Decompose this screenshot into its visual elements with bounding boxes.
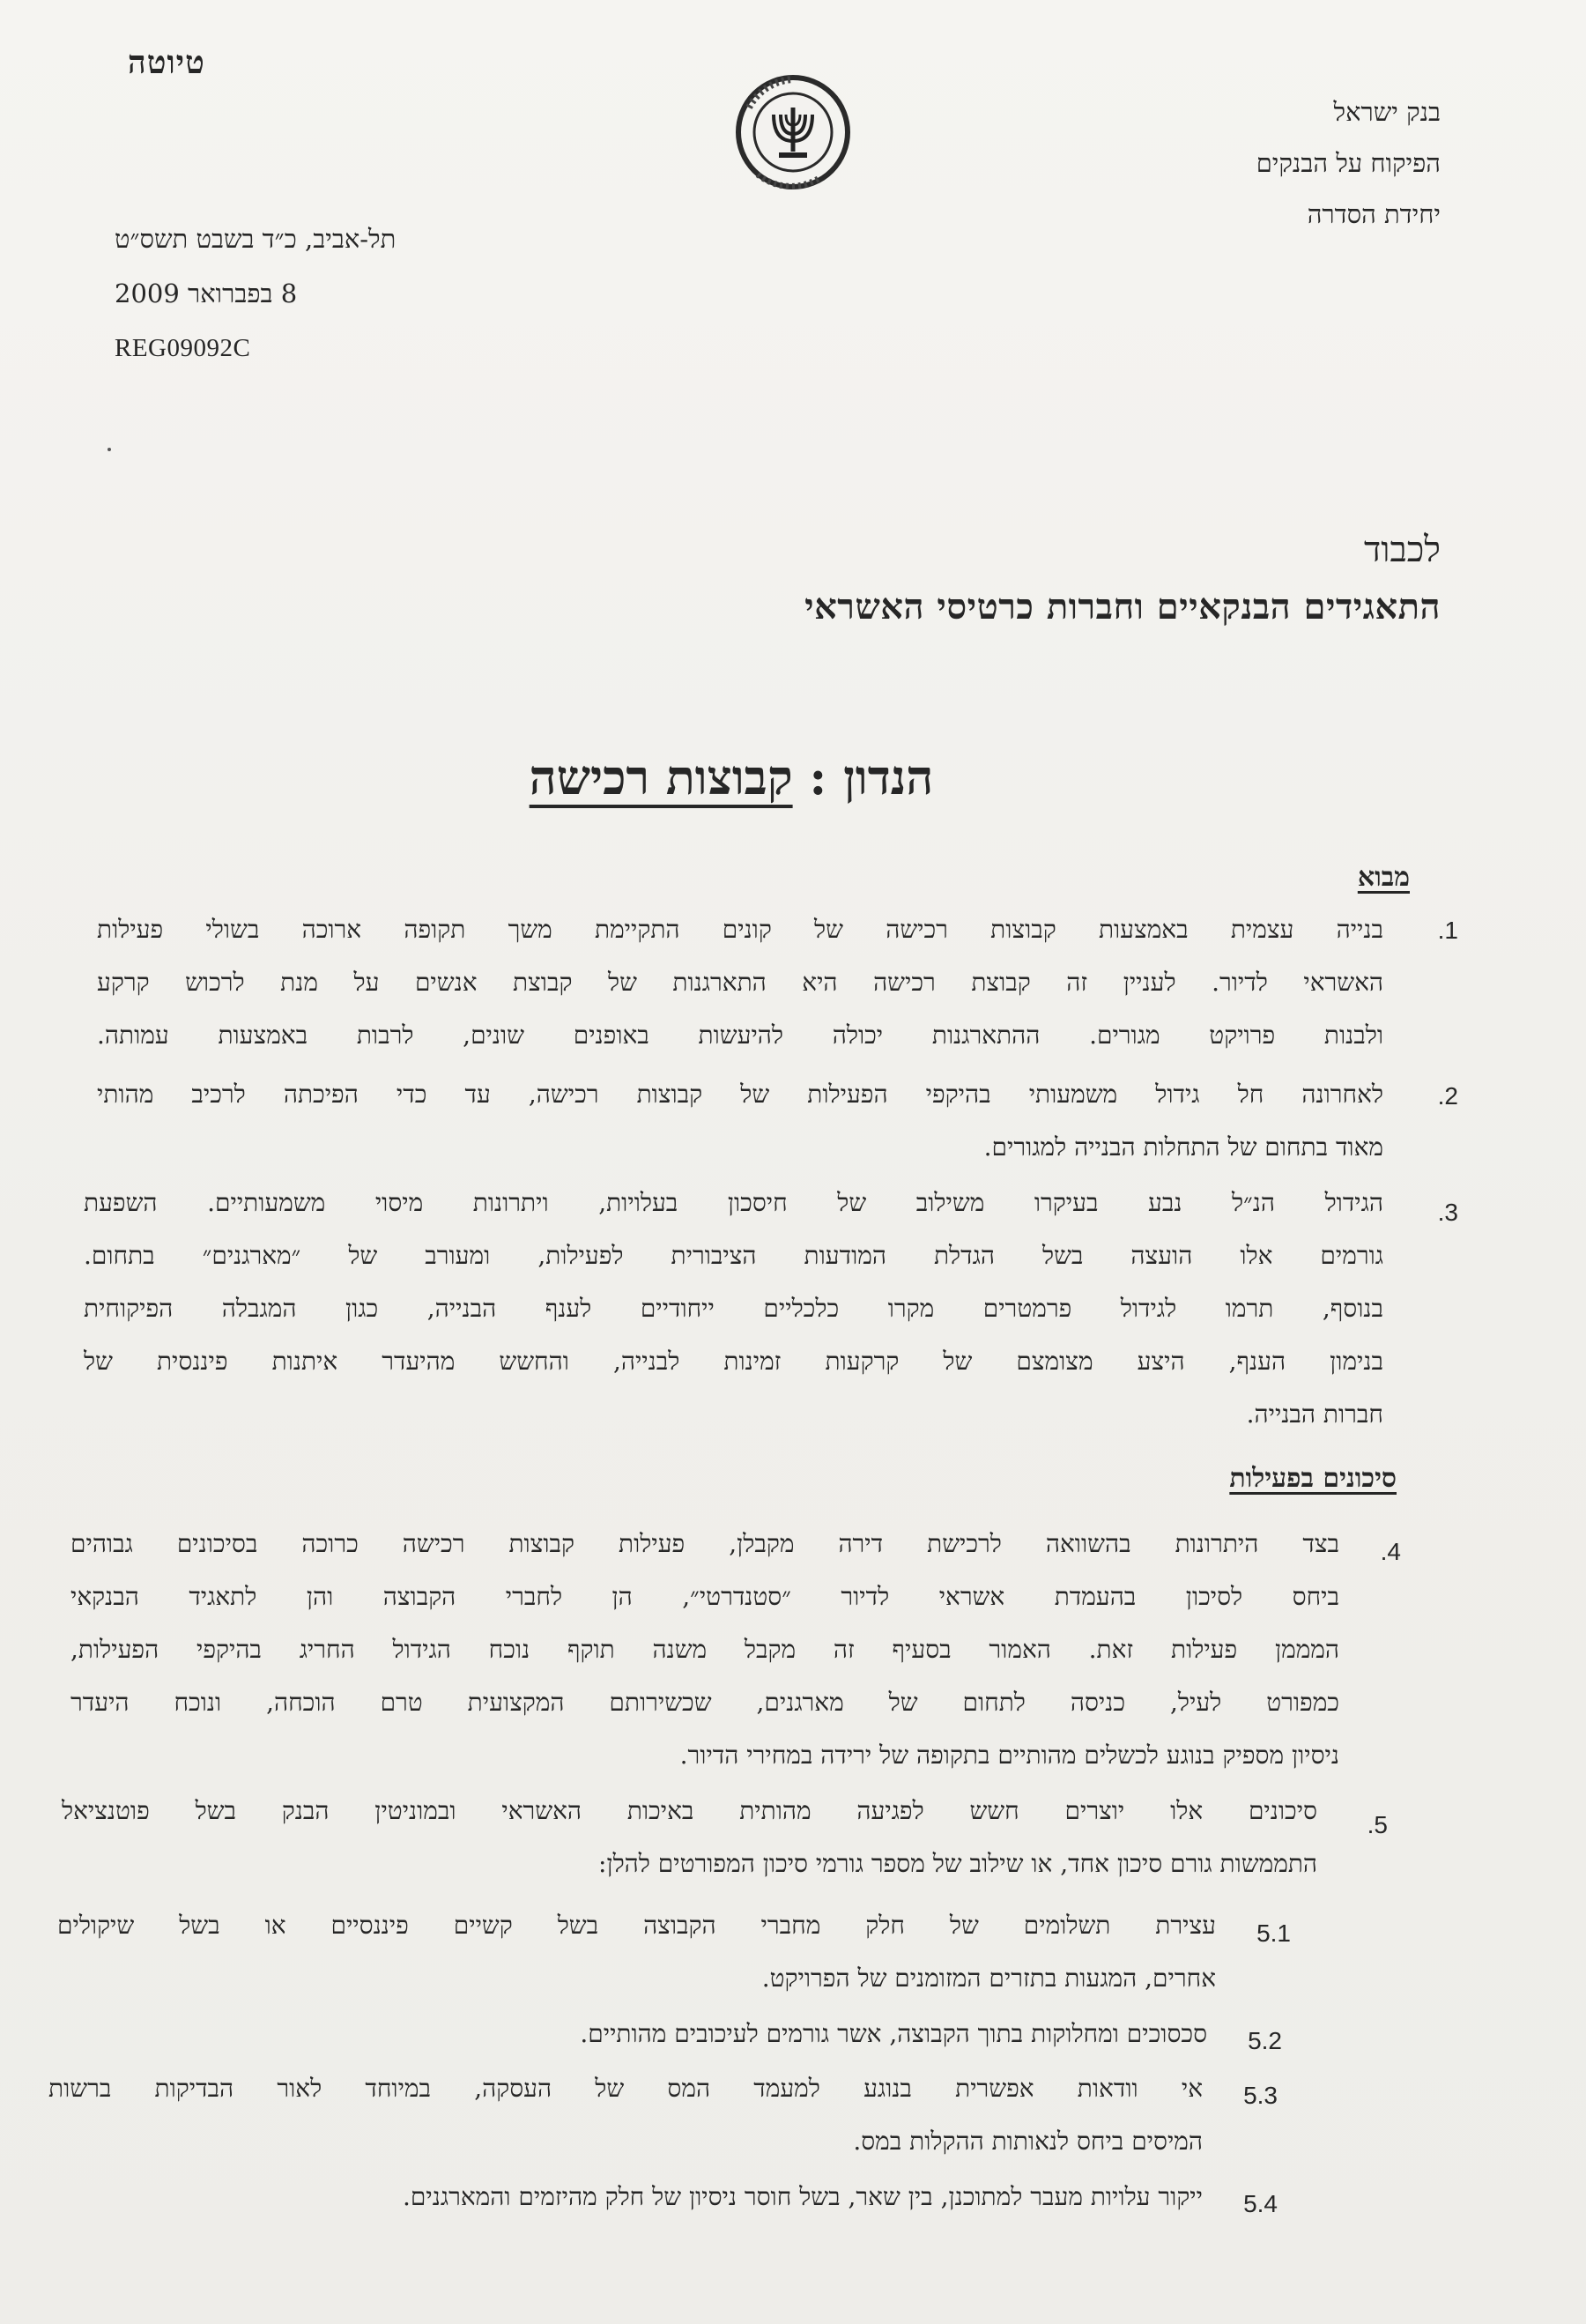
- reference-number: REG09092C: [115, 334, 251, 362]
- paragraph-line: בנייה עצמית באמצעות קבוצות רכישה של קונים התקיימת משך תקופה ארוכה בשולי פעילות: [97, 915, 1383, 944]
- paragraph-number: .3: [1437, 1199, 1458, 1226]
- subject-label: הנדון :: [809, 749, 934, 806]
- paragraph-line: בנימון הענף, היצע מצומצם של קרקעות זמינות לבנייה, והחשש מהיעדר איתנות פיננסית של: [84, 1347, 1383, 1376]
- sender-unit: יחידת הסדרה: [1307, 199, 1441, 229]
- paragraph-line: ייקור עלויות מעבר למתוכנן, בין שאר, בשל חוסר ניסיון של חלק מהיזמים והמארגנים.: [403, 2182, 1203, 2211]
- draft-label: טיוטה: [128, 44, 205, 81]
- paragraph-2: [97, 1068, 1383, 1174]
- paragraph-line: אחרים, המגעות בתזרים המזומנים של הפרויקט.: [761, 1964, 1216, 1993]
- addressee-line: התאגידים הבנקאיים וחברות כרטיסי האשראי: [804, 586, 1441, 627]
- paragraph-line: סכסוכים ומחלוקות בתוך הקבוצה, אשר גורמים לעיכובים מהותיים.: [580, 2019, 1207, 2048]
- gregorian-date: 8 בפברואר 2009: [115, 278, 298, 308]
- subparagraph-5-1: [57, 1899, 1216, 2005]
- date-block: [115, 212, 396, 375]
- paragraph-number: .2: [1437, 1082, 1458, 1110]
- paragraph-line: ניסיון מספיק בנוגע לכשלים מהותיים בתקופה של ירידה במחירי הדיור.: [679, 1741, 1339, 1770]
- paragraph-line: ולבנות פרויקט מגורים. ההתארגנות יכולה להיעשות באופנים שונים, לרבות באמצעות עמותה.: [97, 1021, 1383, 1050]
- menorah-emblem-icon: [723, 62, 863, 203]
- subparagraph-5-3: [48, 2062, 1203, 2168]
- paragraph-line: בצד היתרונות בהשוואה לרכישת דירה מקבלן, פעילות קבוצות רכישה כרוכה בסיכונים גבוהים: [70, 1529, 1339, 1558]
- subject-text: קבוצות רכישה: [529, 749, 793, 806]
- subparagraph-number: 5.4: [1243, 2190, 1278, 2217]
- paragraph-line: גורמים אלו הועצה בשל הגדלת המודעות הציבורית לפעילות, ומעורב של ״מארגנים״ בתחום.: [84, 1241, 1383, 1270]
- paragraph-1: [97, 903, 1383, 1062]
- paragraph-line: חברות הבנייה.: [1246, 1400, 1383, 1429]
- paragraph-line: ביחס לסיכון בהעמדת אשראי לדיור ״סטנדרטי״, הן לחברי הקבוצה והן לתאגיד הבנקאי: [70, 1582, 1339, 1611]
- paragraph-4: [70, 1518, 1339, 1782]
- paragraph-number: .5: [1367, 1811, 1388, 1838]
- subject-line: [0, 749, 1463, 806]
- scan-speck: [107, 448, 111, 451]
- subparagraph-number: 5.2: [1248, 2027, 1282, 2054]
- paragraph-line: המממן פעילות זאת. האמור בסעיף זה מקבל משנה תוקף נוכח הגידול החריג בהיקפי הפעילות,: [70, 1635, 1339, 1664]
- paragraph-line: לאחרונה חל גידול משמעותי בהיקפי הפעילות של קבוצות רכישה, עד כדי הפיכתה לרכיב מהותי: [97, 1080, 1383, 1109]
- subparagraph-5-2: [53, 2008, 1207, 2060]
- paragraph-line: בנוסף, תרמו לגידול פרמטרים מקרו כלכליים ייחודיים לענף הבנייה, כגון המגבלה הפיקוחית: [84, 1294, 1383, 1323]
- paragraph-number: .1: [1437, 917, 1458, 944]
- sender-department: הפיקוח על הבנקים: [1256, 148, 1441, 178]
- hebrew-date: תל-אביב, כ״ד בשבט תשס״ט: [115, 224, 396, 254]
- paragraph-number: .4: [1380, 1538, 1401, 1565]
- paragraph-line: אי וודאות אפשרית בנוגע למעמד המס של העסקה, במיוחד לאור הבדיקות ברשות: [48, 2074, 1203, 2103]
- paragraph-line: המיסים ביחס לנאותות ההקלות במס.: [853, 2127, 1203, 2156]
- paragraph-line: כמפורט לעיל, כניסה לתחום של מארגנים, שכשירותם המקצועית טרם הוכחה, ונוכח היעדר: [70, 1688, 1339, 1717]
- paragraph-line: האשראי לדיור. לעניין זה קבוצת רכישה היא התארגנות של קבוצת אנשים על מנת לרכוש קרקע: [97, 968, 1383, 997]
- section-heading-risks: סיכונים בפעילות: [1229, 1463, 1397, 1494]
- paragraph-3: [84, 1177, 1383, 1441]
- paragraph-line: מאוד בתחום של התחלות הבנייה למגורים.: [983, 1132, 1383, 1162]
- subparagraph-number: 5.1: [1256, 1919, 1291, 1947]
- sender-bank: בנק ישראל: [1333, 97, 1441, 127]
- subparagraph-5-4: [44, 2171, 1203, 2224]
- paragraph-line: הגידול הנ״ל נבע בעיקרו משילוב של חיסכון בעלויות, ויתרונות מיסוי משמעותיים. השפעת: [84, 1188, 1383, 1217]
- addressee-label: לכבוד: [1363, 530, 1441, 570]
- paragraph-line: עצירת תשלומים של חלק מחברי הקבוצה בשל קשיים פיננסיים או בשל שיקולים: [57, 1911, 1216, 1940]
- section-heading-intro: מבוא: [1357, 862, 1410, 893]
- paragraph-line: התממשות גורם סיכון אחד, או שילוב של מספר גורמי סיכון המפורטים להלן:: [598, 1849, 1317, 1878]
- sender-block: [1256, 86, 1441, 240]
- paragraph-line: סיכונים אלו יוצרים חשש לפגיעה מהותית באיכות האשראי ובמוניטין הבנק בשל פוטנציאל: [62, 1796, 1317, 1825]
- paragraph-5: [62, 1785, 1317, 1890]
- subparagraph-number: 5.3: [1243, 2082, 1278, 2109]
